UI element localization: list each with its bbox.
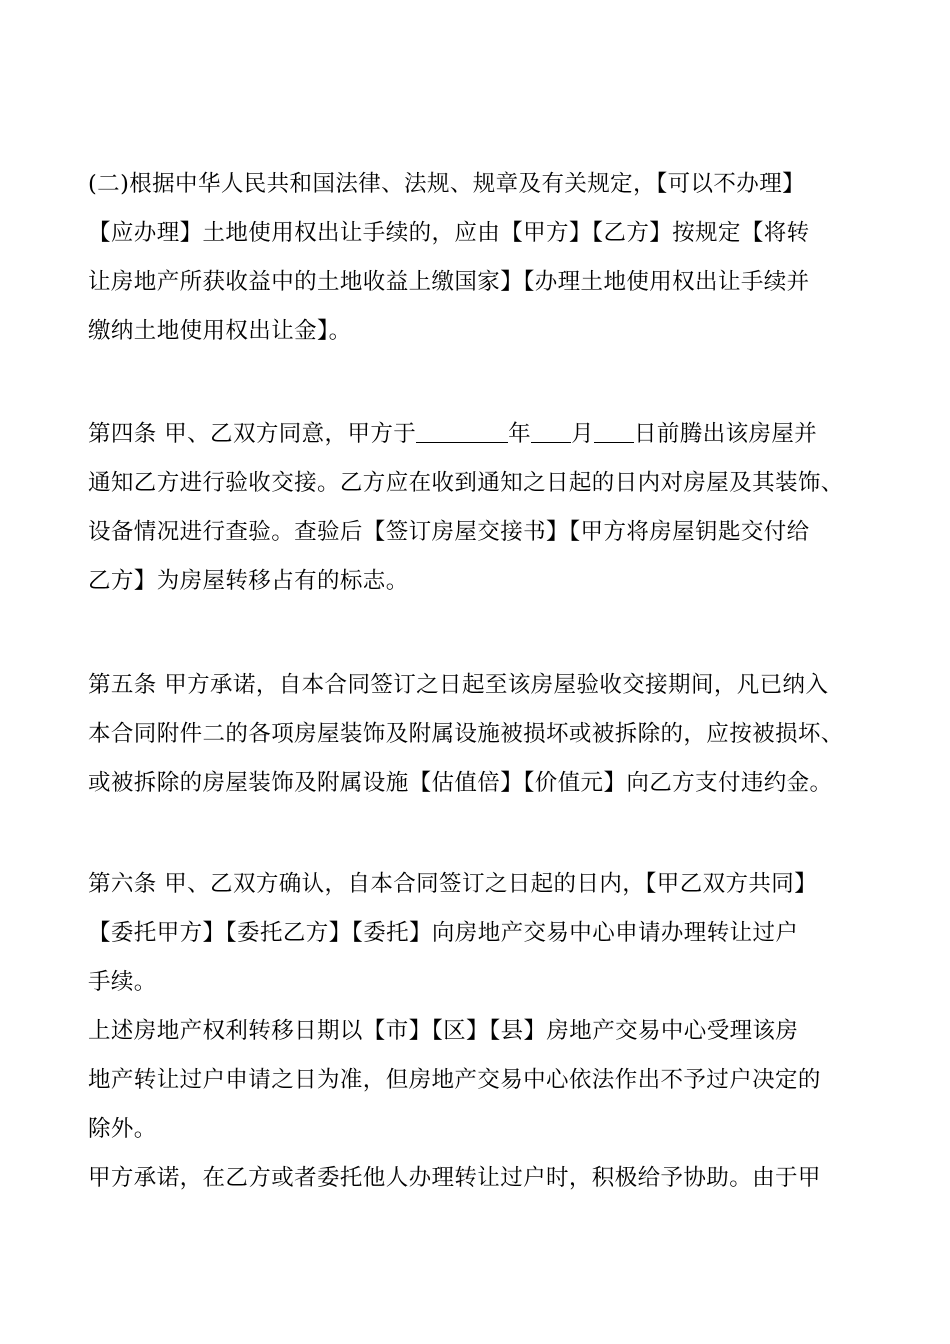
paragraph-land-use-rights [88,160,868,356]
text-line: 地产转让过户申请之日为准，但房地产交易中心依法作出不予过户决定的 [88,1067,821,1093]
year-label: 年 [508,421,532,447]
text-line: 本合同附件二的各项房屋装饰及附属设施被损坏或被拆除的，应按被损坏、 [88,721,844,747]
text-line: 【委托甲方】【委托乙方】【委托】向房地产交易中心申请办理转让过户 [88,920,799,946]
text-line: 或被拆除的房屋装饰及附属设施【估值倍】【价值元】向乙方支付违约金。 [88,770,833,796]
text-line: 设备情况进行查验。查验后【签订房屋交接书】【甲方将房屋钥匙交付给 [88,519,810,545]
day-label-text: 日前腾出该房屋并 [633,421,818,447]
article-4-lead-text: 第四条 甲、乙双方同意，甲方于 [88,421,417,447]
text-line: 第五条 甲方承诺，自本合同签订之日起至该房屋验收交接期间，凡已纳入 [88,672,829,698]
text-line: 缴纳土地使用权出让金】。 [88,318,352,344]
text-line-with-date-blanks [88,410,868,459]
month-blank [531,418,571,443]
text-line: (二)根据中华人民共和国法律、法规、规章及有关规定，【可以不办理】 [88,171,806,197]
day-blank [594,418,634,443]
text-line: 【应办理】土地使用权出让手续的，应由【甲方】【乙方】按规定【将转 [88,220,810,246]
paragraph-article-6 [88,860,868,1203]
year-blank [416,418,508,443]
text-line: 手续。 [88,969,157,995]
text-line: 通知乙方进行验收交接。乙方应在收到通知之日起的日内对房屋及其装饰、 [88,470,844,496]
paragraph-article-4 [88,410,868,606]
text-line: 让房地产所获收益中的土地收益上缴国家】【办理土地使用权出让手续并 [88,269,810,295]
text-line: 乙方】为房屋转移占有的标志。 [88,568,409,594]
text-line: 上述房地产权利转移日期以【市】【区】【县】房地产交易中心受理该房 [88,1018,799,1044]
text-line: 甲方承诺，在乙方或者委托他人办理转让过户时，积极给予协助。由于甲 [88,1165,821,1191]
text-line: 除外。 [88,1116,157,1142]
month-label: 月 [571,421,594,447]
paragraph-article-5 [88,661,868,808]
text-line: 第六条 甲、乙双方确认，自本合同签订之日起的日内，【甲乙双方共同】 [88,871,818,897]
